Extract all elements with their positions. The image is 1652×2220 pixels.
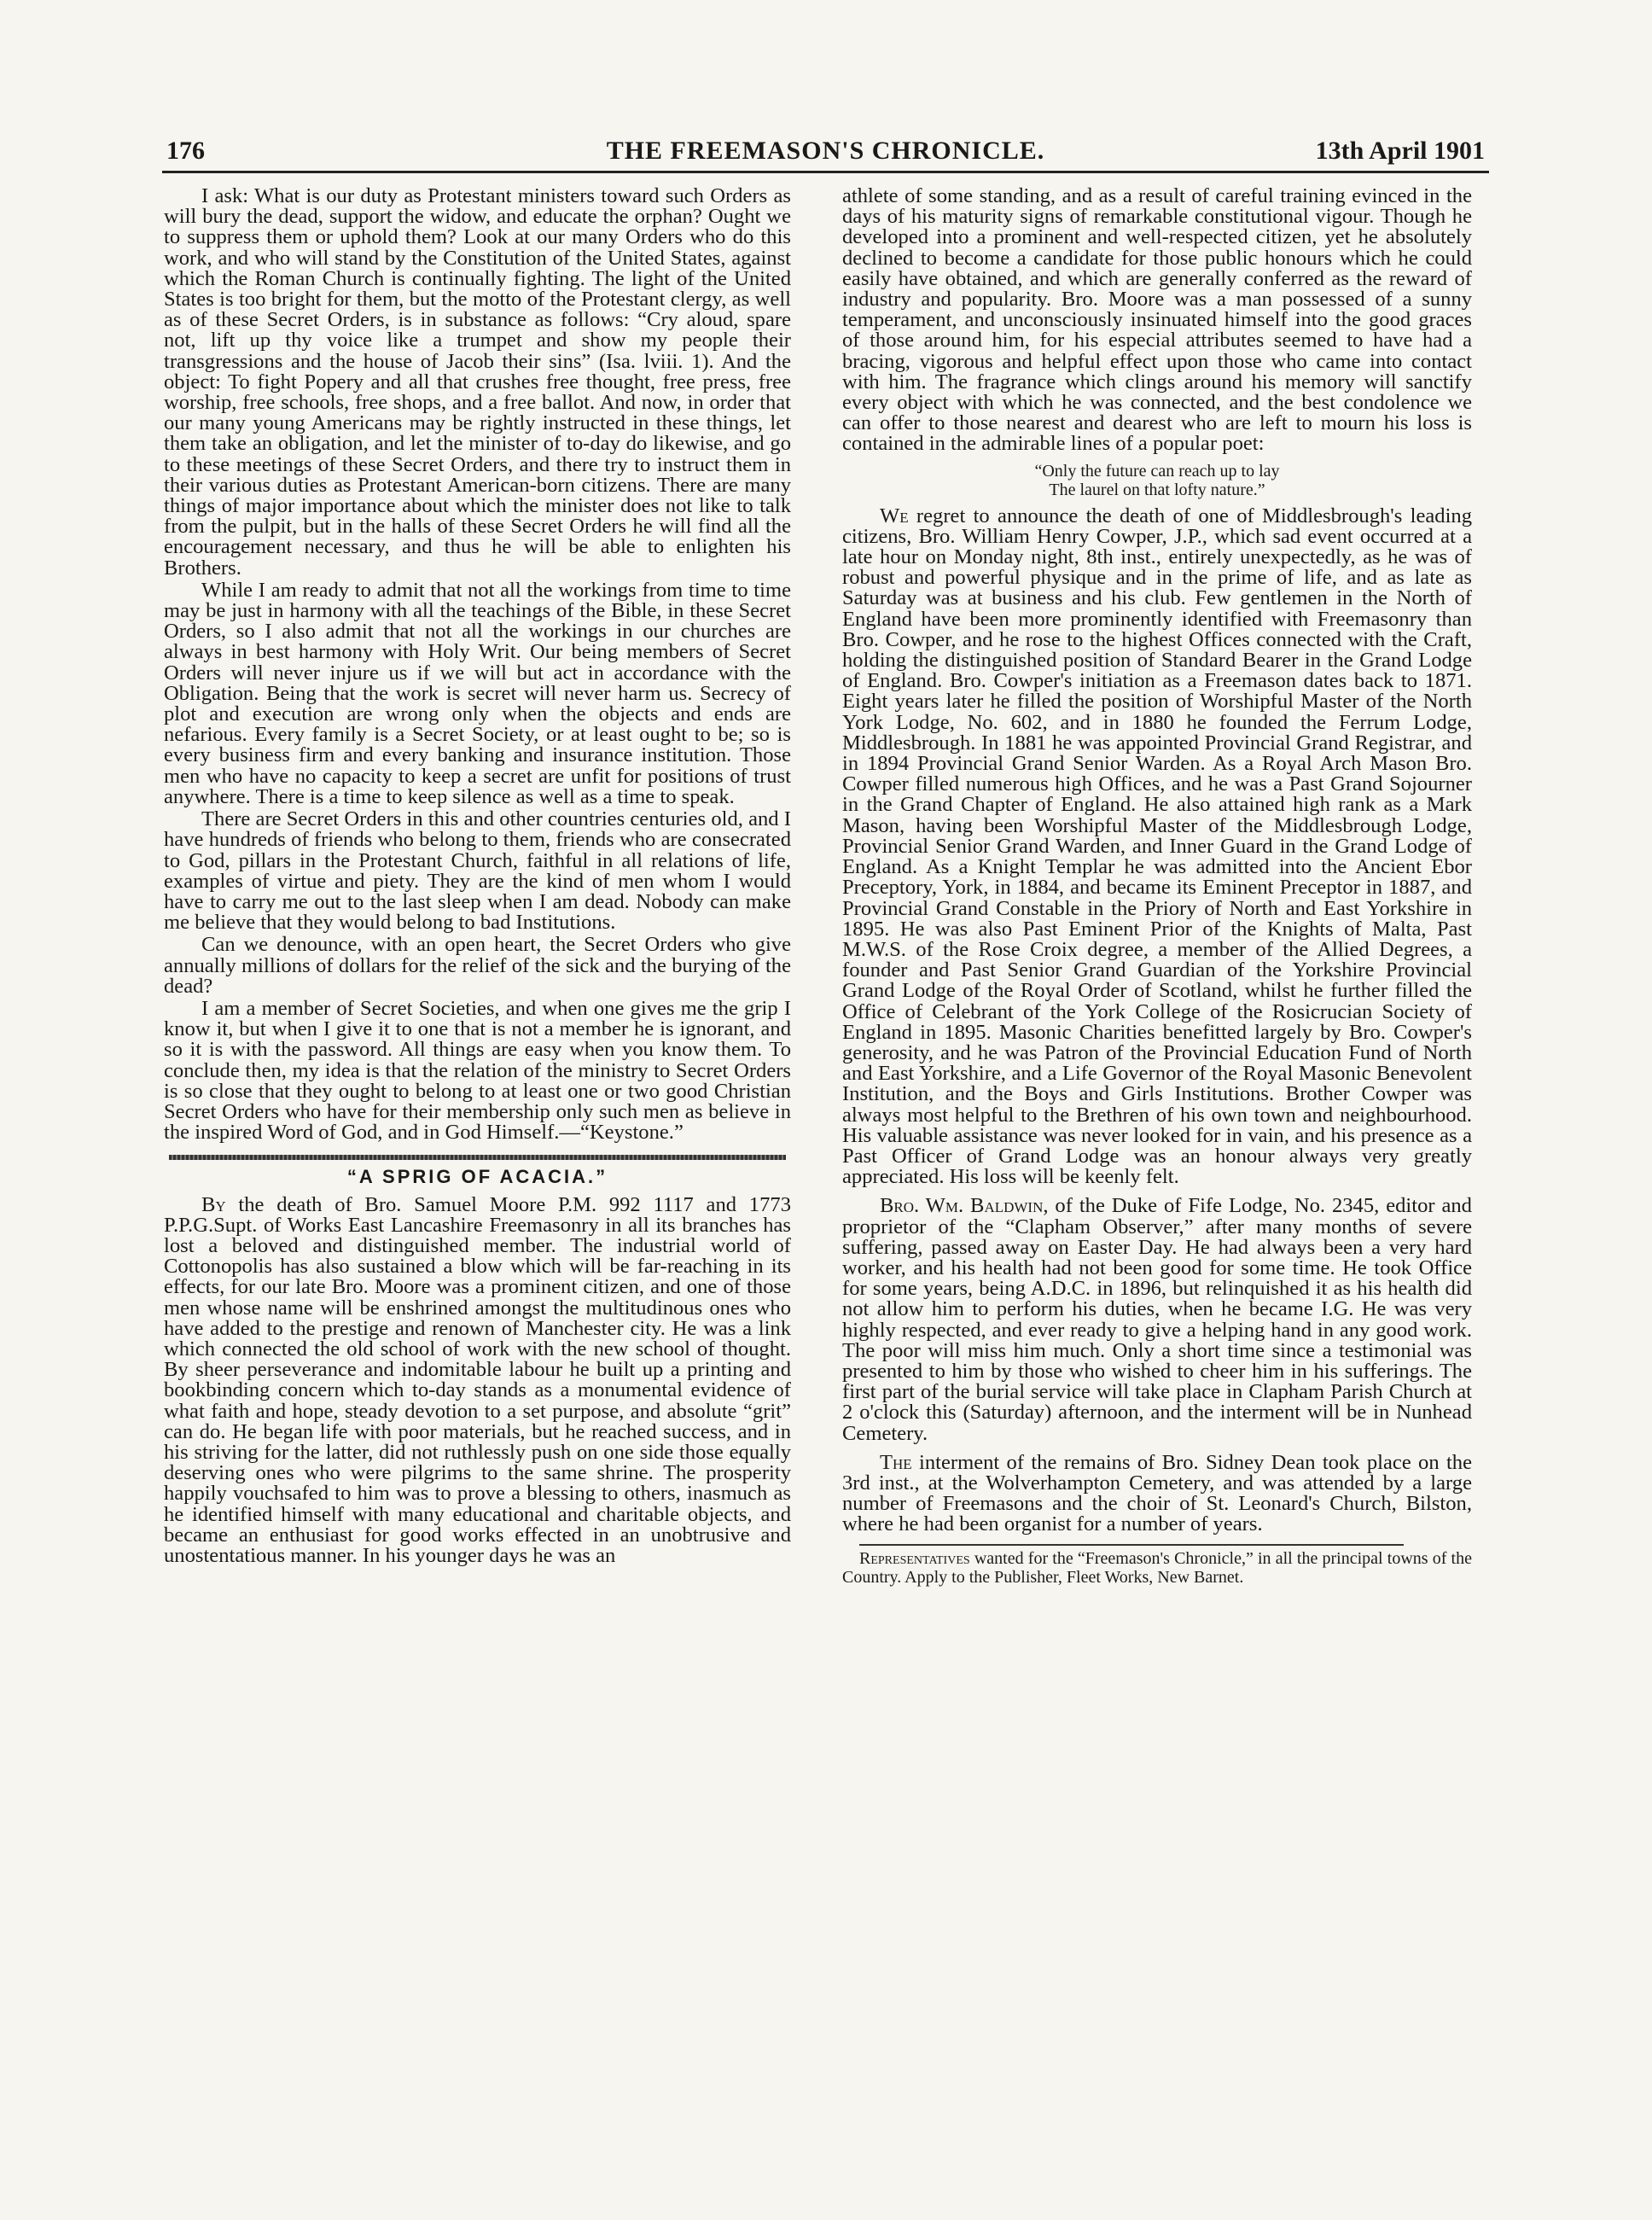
header-rule [162,171,1489,173]
dean-paragraph [842,1450,1472,1536]
section-title: “A SPRIG OF ACACIA.” [346,1166,608,1188]
paragraph: I am a member of Secret Societies, and when one gives me the grip I know it, but when I give it to one that is not a member he is ignorant, and so it is with the password. All things are easy when you know them. To conclude then, my idea is that the relation of the ministry to Secret Orders is so close that they ought to belong to at least one or two good Christian Secret Orders who have for their membership only such men as believe in the inspired Word of God, and in God Himself.—“Keystone.” [164,996,791,1145]
footnote-text [842,1549,1472,1587]
page-header [166,137,1485,166]
left-column [164,186,791,1566]
paragraph: While I am ready to admit that not all the workings from time to time may be just in harmony with all the teachings of the Bible, in these Secret Orders, so I also admit that not all the workings in our churches are always in best harmony with Holy Writ. Our being members of Secret Orders will never injure us if we will but act in accordance with the Obligation. Being that the work is secret will never harm us. Secrecy of plot and execution are wrong only when the objects and ends are nefarious. Every family is a Secret Society, or at least ought to be; so is every business firm and every banking and insurance institution. Those men who have no capacity to keep a secret are unfit for positions of trust anywhere. There is a time to keep silence as well as a time to speak. [164,578,791,808]
paragraph: There are Secret Orders in this and other countries centuries old, and I have hundreds of friends who belong to them, friends who are consecrated to God, pillars in the Protestant Church, faithful in all relations of life, examples of virtue and piety. They are the kind of men whom I would have to carry me out to the last sleep when I am dead. Nobody can make me believe that they would belong to bad Institutions. [164,807,791,935]
quote-line: The laurel on that lofty nature.” [1049,480,1265,499]
paragraph-body: the death of Bro. Samuel Moore P.M. 992 1117 and 1773 P.P.G.Supt. of Works East Lancashire Freemasonry in all its branches has lost a beloved and distinguished member. The industrial world of Cottonopolis has also sustained a blow which will be far-reaching in its effects, for our late Bro. Moore was a prominent citizen, and one of those men whose name will be enshrined amongst the multitudinous ones who have added to the prestige and renown of Manchester city. He was a link which connected the old school of work with the new school of thought. By sheer perseverance and indomitable labour he built up a printing and bookbinding concern which to-day stands as a monumental evidence of what faith and hope, steady devotion to a set purpose, and absolute “grit” can do. He began life with poor materials, but he reached success, and in his striving for the latter, did not ruthlessly push on one side those equally deserving ones who were pilgrims to the same shrine. The prosperity happily vouchsafed to him was to prove a blessing to others, inasmuch as he identified himself with many educational and charitable objects, and became an enthusiast for good works effected in an unobtrusive and unostentatious manner. In his younger days he was an [164,1192,791,1567]
page-number: 176 [166,137,205,165]
publication-title: THE FREEMASON'S CHRONICLE. [606,137,1045,165]
cowper-paragraph [842,506,1472,1188]
acacia-paragraph [164,1192,791,1567]
paragraph-body: regret to announce the death of one of Middlesbrough's leading citizens, Bro. William Henry Cowper, J.P., which sad event occurred at a late hour on Monday night, 8th inst., entirely unexpectedly, as he was of robust and powerful physique and in the prime of life, and as late as Saturday was at business and his club. Few gentlemen in the North of England have been more prominently identified with Freemasonry than Bro. Cowper, and he rose to the highest Offices connected with the Craft, holding the distinguished position of Standard Bearer in the Grand Lodge of England. Bro. Cowper's initiation as a Freemason dates back to 1871. Eight years later he filled the position of Worshipful Master of the North York Lodge, No. 602, and in 1880 he founded the Ferrum Lodge, Middlesbrough. In 1881 he was appointed Provincial Grand Registrar, and in 1894 Provincial Grand Senior Warden. As a Royal Arch Mason Bro. Cowper filled numerous high Offices, and he was a Past Grand Sojourner in the Grand Chapter of England. He also attained high rank as a Mark Mason, having been Worshipful Master of the Middlesbrough Lodge, Provincial Senior Grand Warden, and Inner Guard in the Grand Lodge of England. As a Knight Templar he was admitted into the Ancient Ebor Preceptory, York, in 1884, and became its Eminent Preceptor in 1887, and Provincial Grand Constable in the Priory of North and East Yorkshire in 1895. He was also Past Eminent Prior of the Knights of Malta, Past M.W.S. of the Rose Croix degree, a member of the Allied Degrees, a founder and Past Senior Grand Guardian of the Yorkshire Provincial Grand Lodge of the Royal Order of Scotland, whilst he further filled the Office of Celebrant of the York College of the Rosicrucian Society of England in 1895. Masonic Charities benefitted largely by Bro. Cowper's generosity, and he was Patron of the Provincial Education Fund of North and East Yorkshire, and a Life Governor of the Royal Masonic Benevolent Institution, and the Boys and Girls Institutions. Brother Cowper was always most helpful to the Brethren of his own town and neighbourhood. His valuable assistance was never looked for in vain, and his presence as a Past Officer of Grand Lodge was an honour always very greatly appreciated. His loss will be keenly felt. [842,504,1472,1189]
lead-word: Representatives [859,1548,970,1568]
footnote-body: wanted for the “Freemason's Chronicle,” in all the principal towns of the Country. Apply to the Publisher, Fleet Works, New Barnet. [842,1548,1472,1587]
section-divider [169,1155,786,1160]
lead-word: Bro. Wm. Baldwin, [880,1194,1049,1218]
paragraph-body: interment of the remains of Bro. Sidney Dean took place on the 3rd inst., at the Wolverhampton Cemetery, and was attended by a large number of Freemasons and the choir of St. Leonard's Church, Bilston, where he had been organist for a number of years. [842,1450,1472,1536]
footnote [842,1549,1472,1587]
issue-date: 13th April 1901 [1315,137,1485,165]
lead-word: By [201,1192,226,1216]
continuation-paragraph: athlete of some standing, and as a result of careful training evinced in the days of his maturity signs of remarkable constitutional vigour. Though he developed into a prominent and well-respected citizen, yet he absolutely declined to become a candidate for those public honours which he could easily have obtained, and which are generally conferred as the reward of industry and popularity. Bro. Moore was a man possessed of a sunny temperament, and unconsciously insinuated himself into the good graces of those around him, for his especial attributes seemed to have had a bracing, vigorous and helpful effect upon those who came into contact with him. The fragrance which clings around his memory will sanctify every object with which he was connected, and the best condolence we can offer to those nearest and dearest who are left to mourn his loss is contained in the admirable lines of a popular poet: [842,184,1472,456]
paragraph: Can we denounce, with an open heart, the Secret Orders who give annually millions of dollars for the relief of the sick and the burying of the dead? [164,933,791,998]
lead-word: We [880,504,909,527]
baldwin-paragraph [842,1196,1472,1443]
poem-quote [842,462,1472,499]
paragraph: I ask: What is our duty as Protestant ministers toward such Orders as will bury the dead, support the widow, and educate the orphan? Ought we to suppress them or uphold them? Look at our many Orders who do this work, and who will stand by the Constitution of the United States, against which the Roman Church is continually fighting. The light of the United States is too bright for them, but the motto of the Protestant clergy, as well as of these Secret Orders, is in substance as follows: “Cry aloud, spare not, lift up thy voice like a trumpet and show my people their transgressions and the house of Jacob their sins” (Isa. lviii. 1). And the object: To fight Popery and all that crushes free thought, free press, free worship, free schools, free shops, and a free ballot. And now, in order that our many young Americans may be rightly instructed in these things, let them take an obligation, and let the minister of to-day do likewise, and go to these meetings of these Secret Orders, and there try to instruct them in their various duties as Protestant American-born citizens. There are many things of major importance about which the minister does not like to talk from the pulpit, but in the halls of these Secret Orders he will find all the encouragement necessary, and thus he will be able to enlighten his Brothers. [164,184,791,580]
lead-word: The [880,1450,912,1474]
right-column [842,186,1472,1587]
paragraph-body: of the Duke of Fife Lodge, No. 2345, editor and proprietor of the “Clapham Observer,” after many months of severe suffering, passed away on Easter Day. He had always been a very hard worker, and his health had not been good for some time. He took Office for some years, being A.D.C. in 1896, but relinquished it as his health did not allow him to perform his duties, when he became I.G. He was very highly respected, and ever ready to give a helping hand in any good work. The poor will miss him much. Only a short time since a testimonial was presented to him by those who wished to cheer him in his sufferings. The first part of the burial service will take place in Clapham Parish Church at 2 o'clock this (Saturday) afternoon, and the interment will be in Nunhead Cemetery. [842,1194,1472,1445]
quote-line: “Only the future can reach up to lay [1034,461,1280,481]
footnote-divider [859,1544,1404,1546]
